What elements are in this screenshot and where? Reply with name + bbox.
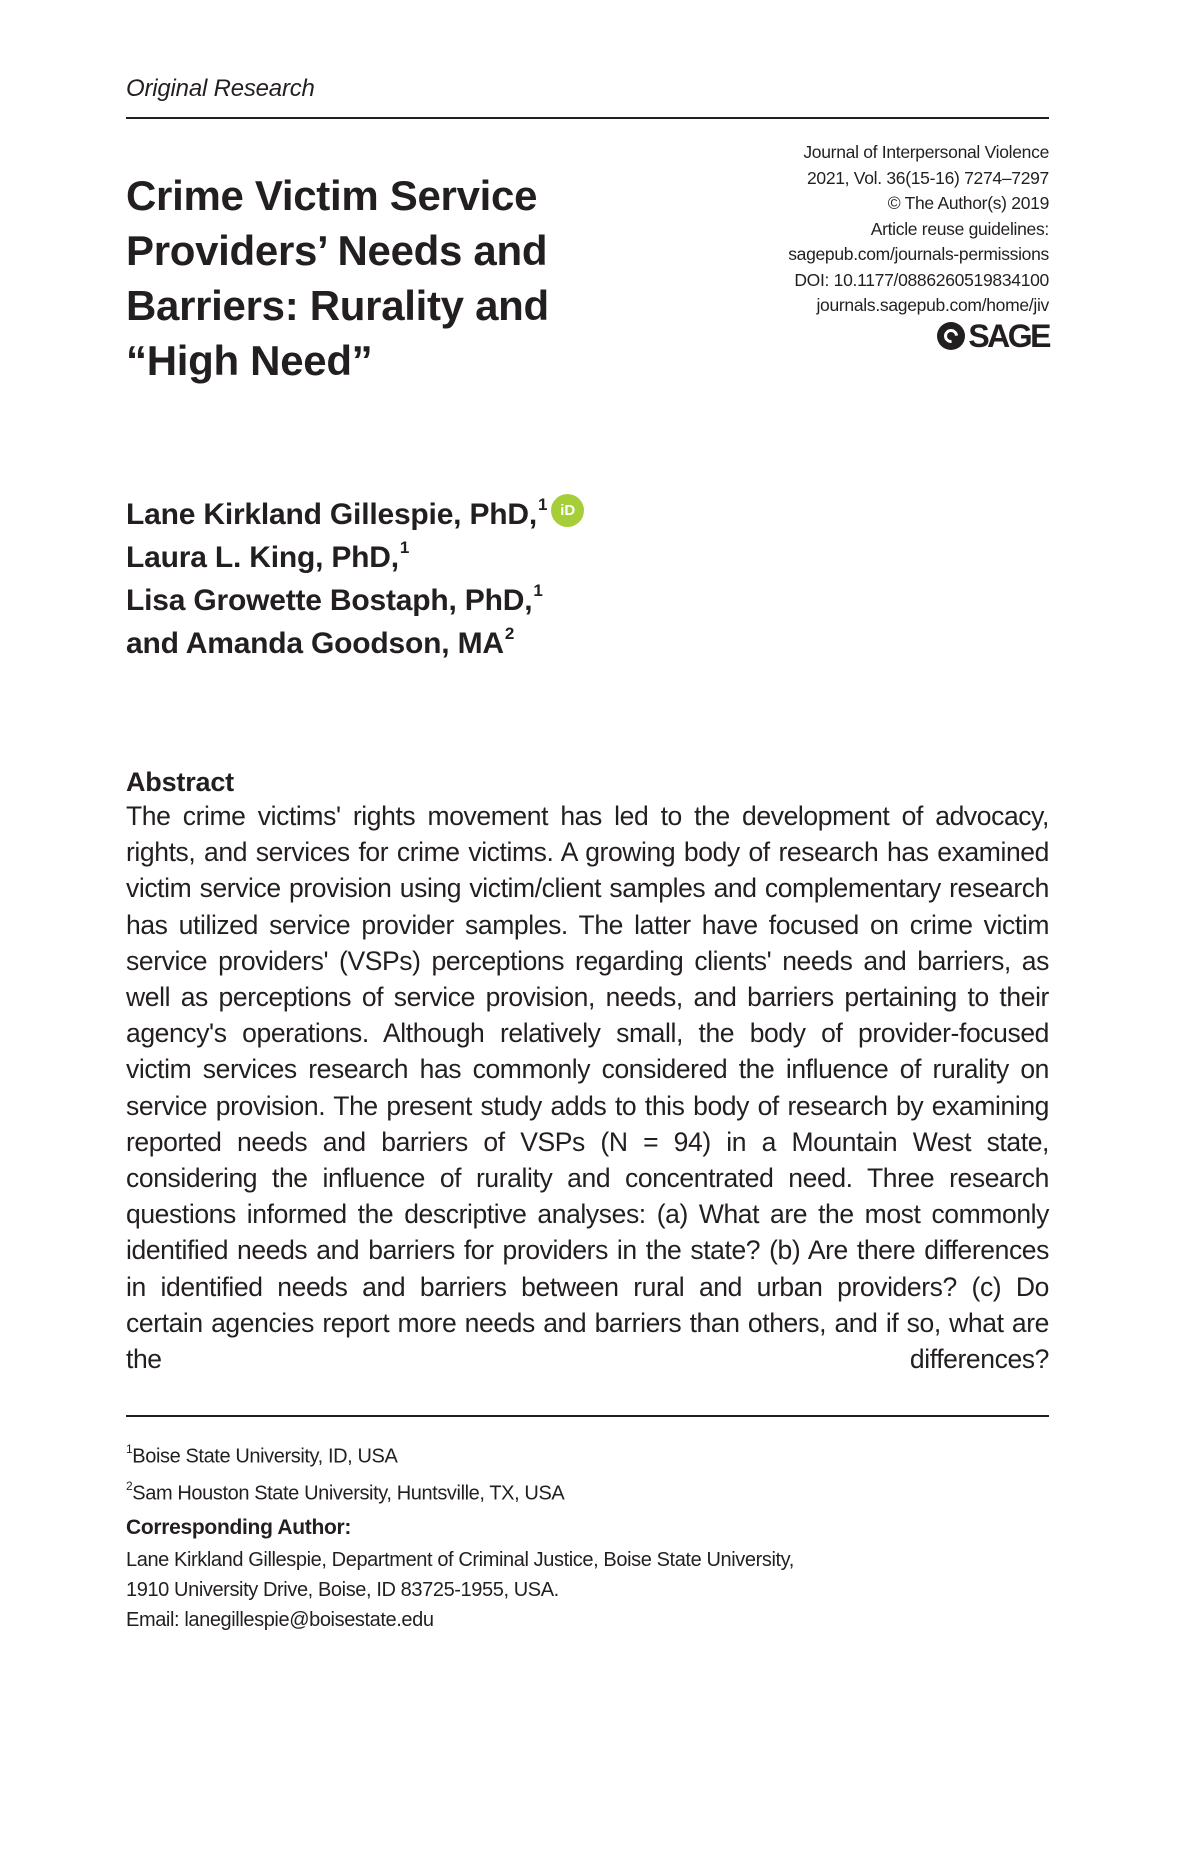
corresponding-author-address: Lane Kirkland Gillespie, Department of Criminal Justice, Boise State University, — [126, 1549, 794, 1571]
title-line: Providers’ Needs and — [126, 227, 548, 274]
journal-name: Journal of Interpersonal Violence — [803, 142, 1049, 162]
author — [126, 579, 584, 622]
journal-info — [729, 140, 1049, 319]
corresponding-author-details — [126, 1545, 794, 1635]
permissions-link[interactable]: sagepub.com/journals-permissions — [788, 244, 1049, 264]
author-name: Lane Kirkland Gillespie, PhD, — [126, 498, 537, 531]
header-rule — [126, 117, 1049, 119]
author-name: Lisa Growette Bostaph, PhD, — [126, 584, 533, 617]
article-title — [126, 168, 686, 388]
author — [126, 536, 584, 579]
title-line: Barriers: Rurality and — [126, 282, 549, 329]
corresponding-author-email[interactable]: Email: lanegillespie@boisestate.edu — [126, 1609, 434, 1631]
orcid-icon[interactable]: iD — [551, 494, 584, 527]
title-line: Crime Victim Service — [126, 172, 538, 219]
sage-logo-text: SAGE — [968, 318, 1049, 354]
author-name: and Amanda Goodson, MA — [126, 627, 504, 660]
section-label: Original Research — [126, 75, 315, 102]
affiliation-mark: 2 — [126, 1478, 133, 1493]
author — [126, 622, 584, 665]
author-affiliation-mark: 1 — [537, 495, 548, 514]
author-affiliation-mark: 1 — [533, 581, 543, 600]
sage-logo-icon — [937, 322, 965, 350]
abstract-text: The crime victims' rights movement has led to the development of advocacy, rights, and services for crime victims. A growing body of research has examined victim service provision using victim/client samples and complementary research has utilized service provider samples. The latter have focused on crime victim service providers' (VSPs) perceptions regarding clients' needs and barriers, as well as perceptions of service provision, needs, and barriers pertaining to their agency's operations. Although relatively small, the body of provider-focused victim services research has commonly considered the influence of rurality on service provision. The present study adds to this body of research by examining reported needs and barriers of VSPs (N = 94) in a Mountain West state, considering the influence of rurality and concentrated need. Three research questions informed the descriptive analyses: (a) What are the most commonly identified needs and barriers for providers in the state? (b) Are there differences in identified needs and barriers between rural and urban providers? (c) Do certain agencies report more needs and barriers than others, and if so, what are the differences? — [126, 801, 1049, 1375]
corresponding-author-address: 1910 University Drive, Boise, ID 83725-1955, USA. — [126, 1579, 559, 1601]
reuse-guidelines-label: Article reuse guidelines: — [870, 218, 1049, 239]
affiliation-text: Boise State University, ID, USA — [132, 1445, 398, 1468]
author-affiliation-mark: 2 — [504, 624, 515, 643]
copyright-notice: © The Author(s) 2019 — [887, 193, 1049, 213]
affiliation-mark: 1 — [126, 1442, 133, 1456]
affiliation — [126, 1436, 564, 1473]
author-affiliation-mark: 1 — [399, 538, 410, 557]
affiliation — [126, 1473, 564, 1510]
affiliations — [126, 1436, 564, 1509]
title-line: “High Need” — [126, 337, 373, 384]
journal-homepage-link[interactable]: journals.sagepub.com/home/jiv — [816, 295, 1049, 315]
corresponding-author-heading: Corresponding Author: — [126, 1516, 352, 1539]
affiliation-text: Sam Houston State University, Huntsville, TX, USA — [132, 1482, 565, 1505]
author-list — [126, 493, 584, 665]
author-name: Laura L. King, PhD, — [126, 541, 399, 574]
journal-volume: 2021, Vol. 36(15-16) 7274–7297 — [806, 167, 1049, 188]
footnote-rule — [126, 1415, 1049, 1417]
sage-logo — [937, 320, 1049, 352]
author — [126, 493, 584, 536]
abstract-heading: Abstract — [126, 767, 234, 797]
doi[interactable]: DOI: 10.1177/0886260519834100 — [794, 269, 1049, 290]
